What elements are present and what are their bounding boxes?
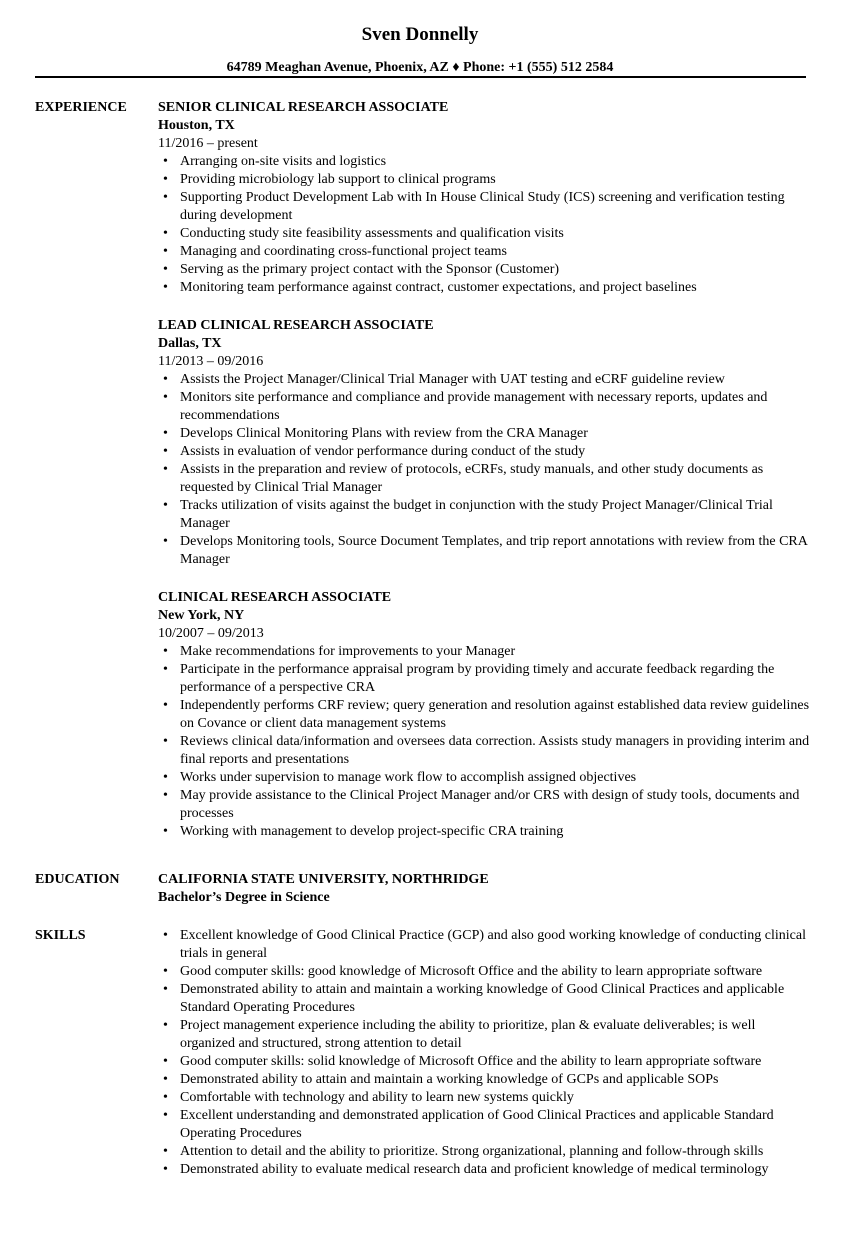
- bullet-item: • Providing microbiology lab support to clinical programs: [180, 171, 813, 189]
- skill-item: • Comfortable with technology and ability to learn new systems quickly: [180, 1089, 813, 1107]
- skills-list: [158, 927, 813, 1179]
- job-dates: 11/2013 – 09/2016: [158, 354, 264, 369]
- bullet-item: • Develops Clinical Monitoring Plans with review from the CRA Manager: [180, 425, 813, 443]
- bullet-item: • Develops Monitoring tools, Source Document Templates, and trip report annotations with review from the CRA Manager: [180, 533, 813, 569]
- job-bullets: [158, 153, 813, 297]
- bullet-item: • Assists in evaluation of vendor performance during conduct of the study: [180, 443, 813, 461]
- job-entry: [158, 589, 813, 841]
- skill-item: • Demonstrated ability to attain and maintain a working knowledge of GCPs and applicable SOPs: [180, 1071, 813, 1089]
- skill-item: • Project management experience including the ability to prioritize, plan & evaluate deliverables; is well organized and structured, strong attention to detail: [180, 1017, 813, 1053]
- section-label: EXPERIENCE: [35, 100, 127, 115]
- bullet-item: • Make recommendations for improvements to your Manager: [180, 643, 813, 661]
- job-entry: [158, 317, 813, 569]
- skill-item: • Attention to detail and the ability to prioritize. Strong organizational, planning and follow-through skills: [180, 1143, 813, 1161]
- candidate-name: Sven Donnelly: [361, 24, 479, 45]
- job-location: Dallas, TX: [158, 336, 222, 351]
- degree: Bachelor’s Degree in Science: [158, 890, 330, 905]
- skill-item: • Demonstrated ability to evaluate medical research data and proficient knowledge of medical terminology: [180, 1161, 813, 1179]
- section-label: EDUCATION: [35, 872, 120, 887]
- header-divider: [35, 76, 806, 78]
- job-dates: 10/2007 – 09/2013: [158, 626, 264, 641]
- job-title: LEAD CLINICAL RESEARCH ASSOCIATE: [158, 318, 434, 333]
- skill-item: • Excellent knowledge of Good Clinical Practice (GCP) and also good working knowledge of conducting clinical trials in general: [180, 927, 813, 963]
- job-dates: 11/2016 – present: [158, 136, 258, 151]
- bullet-item: • Participate in the performance appraisal program by providing timely and accurate feedback regarding the performance of a perspective CRA: [180, 661, 813, 697]
- job-bullets: [158, 643, 813, 841]
- bullet-item: • Serving as the primary project contact with the Sponsor (Customer): [180, 261, 813, 279]
- experience-list: [158, 99, 813, 861]
- bullet-item: • Managing and coordinating cross-functional project teams: [180, 243, 813, 261]
- job-entry: [158, 99, 813, 297]
- bullet-item: • Supporting Product Development Lab with In House Clinical Study (ICS) screening and verification testing during development: [180, 189, 813, 225]
- bullet-item: • Reviews clinical data/information and oversees data correction. Assists study managers in providing interim and final reports and presentations: [180, 733, 813, 769]
- bullet-item: • Independently performs CRF review; query generation and resolution against established data review guidelines on Covance or client data management systems: [180, 697, 813, 733]
- school-name: CALIFORNIA STATE UNIVERSITY, NORTHRIDGE: [158, 872, 489, 887]
- job-title: SENIOR CLINICAL RESEARCH ASSOCIATE: [158, 100, 449, 115]
- bullet-item: • Monitors site performance and compliance and provide management with necessary reports, updates and recommendations: [180, 389, 813, 425]
- contact-line: 64789 Meaghan Avenue, Phoenix, AZ ♦ Phone: +1 (555) 512 2584: [226, 60, 614, 75]
- job-bullets: [158, 371, 813, 569]
- skill-item: • Good computer skills: solid knowledge of Microsoft Office and the ability to learn appropriate software: [180, 1053, 813, 1071]
- skill-item: • Excellent understanding and demonstrated application of Good Clinical Practices and applicable Standard Operating Procedures: [180, 1107, 813, 1143]
- job-title: CLINICAL RESEARCH ASSOCIATE: [158, 590, 392, 605]
- skill-item: • Good computer skills: good knowledge of Microsoft Office and the ability to learn appropriate software: [180, 963, 813, 981]
- education-content: [158, 871, 813, 907]
- bullet-item: • Arranging on-site visits and logistics: [180, 153, 813, 171]
- bullet-item: • May provide assistance to the Clinical Project Manager and/or CRS with design of study tools, documents and processes: [180, 787, 813, 823]
- bullet-item: • Monitoring team performance against contract, customer expectations, and project baselines: [180, 279, 813, 297]
- bullet-item: • Conducting study site feasibility assessments and qualification visits: [180, 225, 813, 243]
- bullet-item: • Working with management to develop project-specific CRA training: [180, 823, 813, 841]
- bullet-item: • Assists in the preparation and review of protocols, eCRFs, study manuals, and other study documents as requested by Clinical Trial Manager: [180, 461, 813, 497]
- bullet-item: • Tracks utilization of visits against the budget in conjunction with the study Project Manager/Clinical Trial Manager: [180, 497, 813, 533]
- skill-item: • Demonstrated ability to attain and maintain a working knowledge of Good Clinical Practices and applicable Standard Operating Procedures: [180, 981, 813, 1017]
- bullet-item: • Works under supervision to manage work flow to accomplish assigned objectives: [180, 769, 813, 787]
- bullet-item: • Assists the Project Manager/Clinical Trial Manager with UAT testing and eCRF guideline review: [180, 371, 813, 389]
- job-location: New York, NY: [158, 608, 245, 623]
- section-label: SKILLS: [35, 928, 86, 943]
- skills-content: [158, 927, 813, 1179]
- job-location: Houston, TX: [158, 118, 235, 133]
